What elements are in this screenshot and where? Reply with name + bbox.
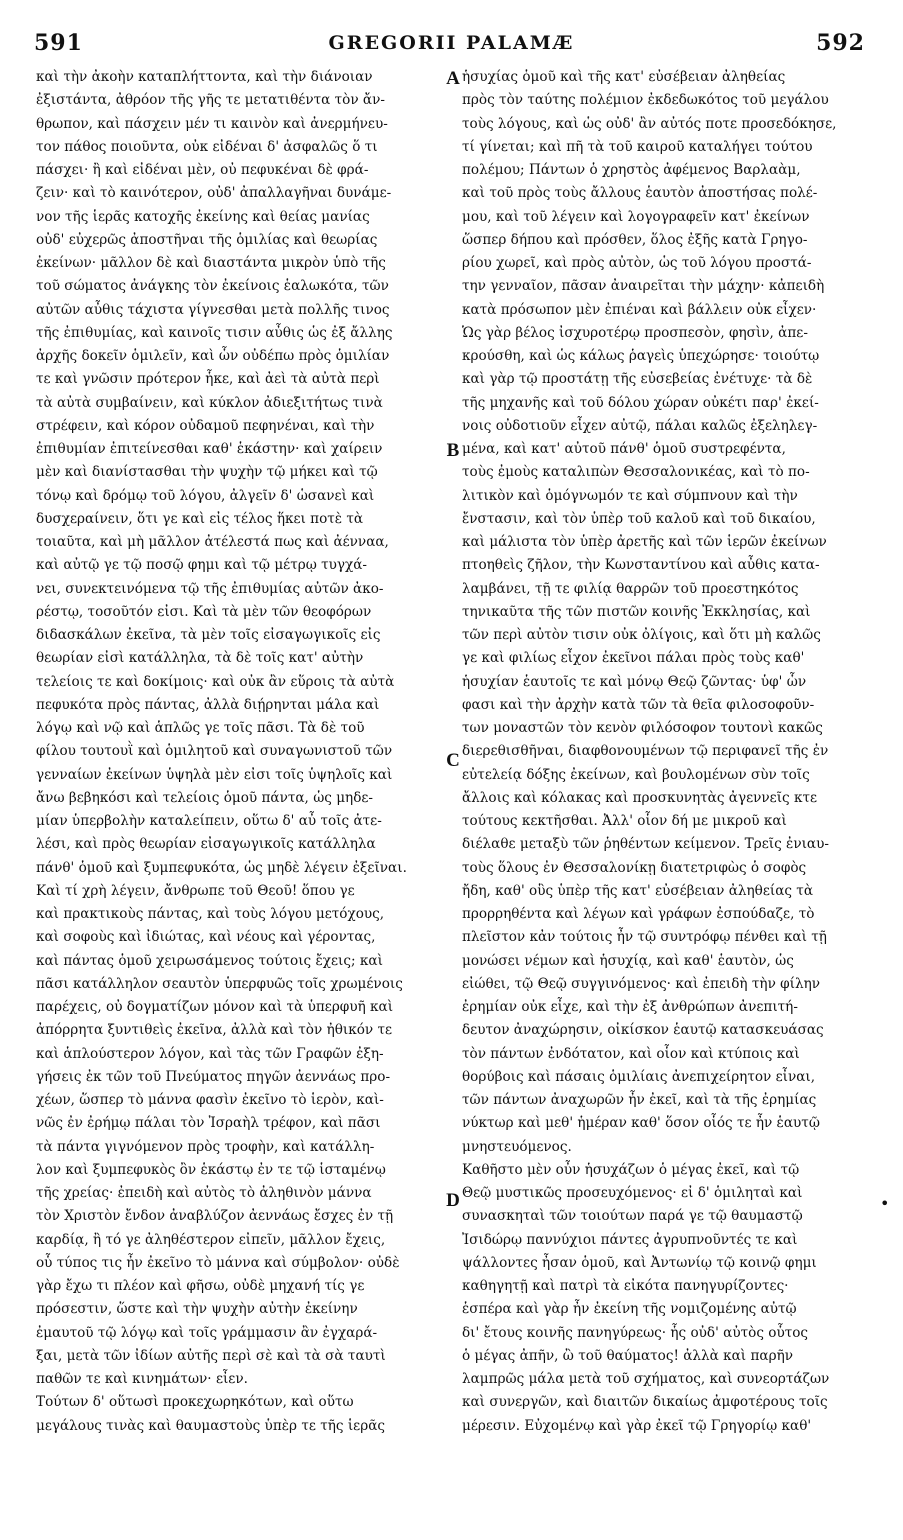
right-column-line: συνασκηταὶ τῶν τοιούτων παρά γε τῷ θαυμαστῷ	[462, 1208, 803, 1225]
left-column-line: γενναίων ἐκείνων ὑψηλὰ μὲν εἰσι τοῖς ὑψηλοῖς καὶ	[36, 766, 393, 783]
right-column-line: ὥσπερ δήπου καὶ πρόσθεν, ὅλος ἐξῆς κατὰ Γρηγο-	[462, 231, 808, 248]
left-column-line: καρδίᾳ, ἢ τό γε ἀληθέστερον εἰπεῖν, μᾶλλον ἔχεις,	[36, 1231, 386, 1248]
right-column-line: τοὺς ὅλους ἐν Θεσσαλονίκῃ διατετριφὼς ὁ σοφὸς	[462, 859, 807, 876]
left-column-line: τελείοις τε καὶ δοκίμοις· καὶ οὐκ ἂν εὕροις τὰ αὐτὰ	[36, 673, 395, 690]
page-number-right: 592	[816, 30, 865, 56]
left-column-line: μίαν ὑπερβολὴν καταλείπειν, οὕτω δ' αὖ τοῖς ἀτε-	[36, 813, 382, 829]
right-column-line: λιτικὸν καὶ ὁμόγνωμόν τε καὶ σύμπνουν καὶ τὴν	[462, 487, 798, 504]
left-column-line: ἐμαυτοῦ τῷ λόγῳ καὶ τοῖς γράμμασιν ἂν ἐγχαρά-	[36, 1324, 378, 1341]
left-column-line: τε καὶ γνῶσιν πρότερον ἧκε, καὶ ἀεὶ τὰ αὐτὰ περὶ	[36, 371, 380, 388]
right-column-line: τοὺς λόγους, καὶ ὡς οὐδ' ἂν αὐτός ποτε προσεδόκησε,	[462, 115, 837, 132]
right-column-line: των μοναστῶν τὸν κενὸν φιλόσοφον τουτονὶ κακῶς	[462, 720, 823, 736]
left-column-line: τῆς χρείας· ἐπειδὴ καὶ αὐτὸς τὸ ἀληθινὸν μάννα	[36, 1185, 372, 1201]
left-column-line: πεφυκότα πρὸς πάντας, ἀλλὰ διῄρηνται μάλα καὶ	[36, 696, 380, 713]
right-column-line: διερεθισθῆναι, διαφθονουμένων τῷ περιφανεῖ τῆς ἐν	[462, 743, 829, 760]
right-column-line: τῶν πάντων ἀναχωρῶν ἦν ἐκεῖ, καὶ τὰ τῆς ἐρημίας	[462, 1092, 817, 1108]
margin-mark: •	[880, 1194, 890, 1213]
right-column-line: τῶν περὶ αὐτὸν τισιν οὐκ ὀλίγοις, καὶ ὅτι μὴ καλῶς	[462, 627, 821, 643]
left-column-line: οὐδ' εὐχερῶς ἀποστῆναι τῆς ὁμιλίας καὶ θεωρίας	[36, 231, 378, 248]
section-marker-a: A	[446, 68, 460, 89]
left-column-line: τὰ πάντα γιγνόμενον πρὸς τροφὴν, καὶ κατάλλη-	[36, 1138, 375, 1155]
left-column-line: τὸν Χριστὸν ἔνδον ἀναβλύζον ἀεννάως ἔσχες ἐν τῇ	[36, 1208, 394, 1225]
left-column	[36, 66, 451, 1438]
left-column-line: λόγῳ καὶ νῷ καὶ ἁπλῶς γε τοῖς πᾶσι. Τὰ δὲ τοῦ	[36, 720, 365, 736]
section-marker-b: B	[446, 440, 460, 461]
right-column-line: τούτους κεκτῆσθαι. Ἀλλ' οἷον δή με μικροῦ καὶ	[462, 813, 787, 829]
left-column-line: λέσι, καὶ πρὸς θεωρίαν εἰσαγωγικοῖς κατάλληλα	[36, 836, 376, 853]
right-column-line: καὶ μάλιστα τὸν ὑπὲρ ἀρετῆς καὶ τῶν ἱερῶν ἐκείνων	[462, 534, 827, 550]
left-column-line: μεγάλους τινὰς καὶ θαυμαστοὺς ὑπὲρ τε τῆς ἱερᾶς	[36, 1417, 386, 1434]
right-column-line: Καθῆστο μὲν οὖν ἡσυχάζων ὁ μέγας ἐκεῖ, καὶ τῷ	[462, 1161, 800, 1178]
right-column-line: πλεῖστον κἀν τούτοις ἦν τῷ συντρόφῳ πένθει καὶ τῇ	[462, 929, 827, 946]
right-column-line: θορύβοις καὶ πάσαις ὁμιλίαις ἀνεπιχείρητον εἶναι,	[462, 1068, 816, 1085]
left-column-line: στρέφειν, καὶ κόρον οὐδαμοῦ πεφηνέναι, καὶ τὴν	[36, 417, 375, 434]
running-title: GREGORII PALAMÆ	[328, 32, 575, 54]
right-column-line: μέρεσιν. Εὐχομένῳ καὶ γὰρ ἐκεῖ τῷ Γρηγορίῳ καθ'	[462, 1417, 812, 1434]
left-column-line: γὰρ ἔχω τι πλέον καὶ φῆσω, οὐδὲ μηχανή τίς γε	[36, 1278, 365, 1294]
left-column-line: ἄνω βεβηκόσι καὶ τελείοις ὁμοῦ πάντα, ὡς μηδε-	[36, 789, 374, 806]
right-column-line: Ἰσιδώρῳ παννύχιοι πάντες ἀγρυπνοῦντές τε καὶ	[462, 1231, 798, 1248]
right-column-line: πολέμου; Πάντων ὁ χρηστὸς ἀφέμενος Βαρλαὰμ,	[462, 162, 801, 178]
left-column-line: καὶ πρακτικοὺς πάντας, καὶ τοὺς λόγου μετόχους,	[36, 906, 385, 922]
left-column-line: νῶς ἐν ἐρήμῳ πάλαι τὸν Ἰσραὴλ τρέφον, καὶ πᾶσι	[36, 1115, 381, 1132]
right-column-line: διέλαθε μεταξὺ τῶν ῥηθέντων κείμενον. Τρεῖς ἐνιαυ-	[462, 836, 829, 853]
section-marker-c: C	[446, 750, 460, 771]
right-column-line: την γενναῖον, πᾶσαν ἀναιρεῖται τὴν μάχην· κἀπειδὴ	[462, 278, 825, 295]
right-column-line: νοις οὐδοτιοῦν εἶχεν αὐτῷ, πάλαι καλῶς ἐξεληλεγ-	[462, 417, 818, 434]
right-column-line: κατὰ πρόσωπον μὲν ἐπιέναι καὶ βάλλειν οὐκ εἶχεν·	[462, 301, 817, 318]
left-column-line: νον τῆς ἱερᾶς κατοχῆς ἐκείνης καὶ θείας μανίας	[36, 208, 370, 225]
left-column-line: ἐπιθυμίαν ἐπιτείνεσθαι καθ' ἑκάστην· καὶ χαίρειν	[36, 441, 383, 457]
right-column-line: μονώσει νέμων καὶ ἡσυχίᾳ, καὶ καθ' ἑαυτὸν, ὡς	[462, 952, 794, 969]
left-column-line: λον καὶ ξυμπεφυκὸς ὂν ἑκάστῳ ἐν τε τῷ ἱσταμένῳ	[36, 1161, 386, 1178]
section-marker-d: D	[446, 1190, 460, 1211]
left-column-line: ἐξιστάντα, ἀθρόον τῆς γῆς τε μετατιθέντα τὸν ἄν-	[36, 92, 385, 109]
right-column-line: προρρηθέντα καὶ λέγων καὶ γράφων ἐσπούδαζε, τὸ	[462, 906, 815, 922]
left-column-line: παθῶν τε καὶ κινημάτων· εἶεν.	[36, 1371, 248, 1387]
left-column-line: πάνθ' ὁμοῦ καὶ ξυμπεφυκότα, ὡς μηδὲ λέγειν ἐξεῖναι.	[36, 859, 407, 876]
right-column-line: τηνικαῦτα τῆς τῶν πιστῶν κοινῆς Ἐκκλησίας, καὶ	[462, 603, 811, 620]
left-column-line: πᾶσι κατάλληλον σεαυτὸν ὑπερφυῶς τοῖς χρωμένοις	[36, 975, 403, 992]
left-column-line: ἀπόρρητα ξυντιθεὶς ἐκεῖνα, ἀλλὰ καὶ τὸν ἠθικόν τε	[36, 1022, 393, 1039]
right-column-line: Θεῷ μυστικῶς προσευχόμενος· εἰ δ' ὁμιληταὶ καὶ	[462, 1185, 803, 1201]
right-column-line: λαμβάνει, τῇ τε φιλίᾳ θαρρῶν τοῦ προεστηκότος	[462, 580, 799, 597]
right-column-line: δευτον ἀναχώρησιν, οἰκίσκον ἑαυτῷ κατασκευάσας	[462, 1022, 824, 1039]
right-column-line: μνηστευόμενος.	[462, 1138, 572, 1155]
left-column-line: ἀρχῆς δοκεῖν ὁμιλεῖν, καὶ ὧν οὐδέπω πρὸς ὁμιλίαν	[36, 348, 390, 364]
left-column-line: τῆς ἐπιθυμίας, καὶ καινοῖς τισιν αὖθις ὡς ἐξ ἄλλης	[36, 324, 393, 341]
left-column-line: Καὶ τί χρὴ λέγειν, ἄνθρωπε τοῦ Θεοῦ! ὅπου γε	[36, 882, 355, 899]
left-column-line: καὶ πάντας ὁμοῦ χειρωσάμενος τούτοις ἔχεις; καὶ	[36, 952, 383, 969]
right-column-line: καθηγητῇ καὶ πατρὶ τὰ εἰκότα πανηγυρίζοντες·	[462, 1278, 789, 1294]
left-column-line: ξαι, μετὰ τῶν ἰδίων αὐτῆς περὶ σὲ καὶ τὰ σὰ ταυτὶ	[36, 1347, 386, 1364]
left-column-line: τὰ αὐτὰ συμβαίνειν, καὶ κύκλον ἀδιεξιτήτως τινὰ	[36, 394, 383, 411]
left-column-line: αὐτῶν αὖθις τάχιστα γίγνεσθαι μετὰ πολλῆς τινος	[36, 301, 390, 318]
right-column-line: εἰώθει, τῷ Θεῷ συγγινόμενος· καὶ ἐπειδὴ τὴν φίλην	[462, 975, 821, 992]
right-column-line: ἐρημίαν οὐκ εἶχε, καὶ τὴν ἐξ ἀνθρώπων ἀνεπιτή-	[462, 999, 798, 1015]
left-column-line: τόνῳ καὶ δρόμῳ τοῦ λόγου, ἀλγεῖν δ' ὡσανεὶ καὶ	[36, 487, 375, 504]
left-column-line: ζειν· καὶ τὸ καινότερον, οὐδ' ἀπαλλαγῆναι δυνάμε-	[36, 185, 392, 202]
right-column-line: νύκτωρ καὶ μεθ' ἡμέραν καθ' ὅσον οἷός τε ἦν ἑαυτῷ	[462, 1115, 820, 1132]
left-column-line: νει, συνεκτεινόμενα τῷ τῆς ἐπιθυμίας αὐτῶν ἀκο-	[36, 580, 384, 597]
right-column-line: ὁ μέγας ἀπῆν, ὢ τοῦ θαύματος! ἀλλὰ καὶ παρῆν	[462, 1347, 793, 1364]
right-column-line: ρίου χωρεῖ, καὶ πρὸς αὐτὸν, ὡς τοῦ λόγου προστά-	[462, 255, 812, 271]
right-column-line: ψάλλοντες ἦσαν ὁμοῦ, καὶ Ἀντωνίῳ τῷ κοινῷ φημι	[462, 1254, 817, 1271]
page-header	[0, 30, 903, 64]
right-column-line: γε καὶ φιλίως εἶχον ἐκεῖνοι πάλαι πρὸς τοὺς καθ'	[462, 650, 805, 667]
right-column-line: εὐτελείᾳ δόξης ἐκείνων, καὶ βουλομένων σὺν τοῖς	[462, 766, 810, 783]
right-column-line: καὶ συνεργῶν, καὶ διαιτῶν δικαίως ἀμφοτέρους τοῖς	[462, 1394, 828, 1411]
right-column-line: πτοηθεὶς ζῆλον, τὴν Κωνσταντίνου καὶ αὖθις κατα-	[462, 557, 820, 574]
right-column-line: πρὸς τὸν ταύτης πολέμιον ἐκδεδωκότος τοῦ μεγάλου	[462, 92, 829, 109]
right-column-line: καὶ τοῦ πρὸς τοὺς ἄλλους ἑαυτὸν ἀποστήσας πολέ-	[462, 185, 818, 202]
right-column-line: ἡσυχίαν ἑαυτοῖς τε καὶ μόνῳ Θεῷ ζῶντας· ὑφ' ὧν	[462, 673, 807, 690]
right-column-line: φασι καὶ τὴν ἀρχὴν κατὰ τῶν τὰ θεῖα φιλοσοφοῦν-	[462, 696, 815, 713]
left-column-line: καὶ τὴν ἀκοὴν καταπλήττοντα, καὶ τὴν διάνοιαν	[36, 69, 373, 85]
left-column-line: γήσεις ἐκ τῶν τοῦ Πνεύματος πηγῶν ἀεννάως προ-	[36, 1068, 391, 1085]
left-column-line: τοιαῦτα, καὶ μὴ μᾶλλον ἀτέλεστά πως καὶ ἀένναα,	[36, 534, 389, 550]
left-column-line: ρέστῳ, τοσοῦτόν εἰσι. Καὶ τὰ μὲν τῶν θεοφόρων	[36, 603, 372, 620]
left-column-line: θεωρίαν εἰσὶ κατάλληλα, τὰ δὲ τοῖς κατ' αὐτὴν	[36, 650, 364, 667]
left-column-line: διδασκάλων ἐκεῖνα, τὰ μὲν τοῖς εἰσαγωγικοῖς εἰς	[36, 627, 381, 643]
right-column-line: λαμπρῶς μάλα μετὰ τοῦ σχήματος, καὶ συνεορτάζων	[462, 1371, 830, 1387]
right-column-line: ἑσπέρα καὶ γὰρ ἦν ἐκείνη τῆς νομιζομένης αὐτῷ	[462, 1301, 797, 1318]
right-column-line: ἡσυχίας ὁμοῦ καὶ τῆς κατ' εὐσέβειαν ἀληθείας	[462, 69, 786, 85]
right-column-line: τὸν πάντων ἐνδότατον, καὶ οἷον καὶ κτύποις καὶ	[462, 1045, 800, 1062]
left-column-line: οὗ τύπος τις ἦν ἐκεῖνο τὸ μάννα καὶ σύμβολον· οὐδὲ	[36, 1254, 400, 1271]
left-column-line: πάσχει· ἢ καὶ εἰδέναι μὲν, οὐ πεφυκέναι δὲ φρά-	[36, 162, 369, 178]
left-column-line: παρέχεις, οὐ δογματίζων μόνον καὶ τὰ ὑπερφυῆ καὶ	[36, 999, 394, 1015]
right-column-line: τῆς μηχανῆς καὶ τοῦ δόλου χώραν οὐκέτι παρ' ἐκεί-	[462, 394, 819, 411]
left-column-line: μὲν καὶ διανίστασθαι τὴν ψυχὴν τῷ μήκει καὶ τῷ	[36, 464, 378, 481]
left-column-line: καὶ ἁπλούστερον λόγον, καὶ τὰς τῶν Γραφῶν ἐξη-	[36, 1045, 384, 1062]
right-column	[462, 66, 877, 1438]
left-column-line: καὶ αὐτῷ γε τῷ ποσῷ φημι καὶ τῷ μέτρῳ τυγχά-	[36, 557, 368, 574]
page-number-left: 591	[34, 30, 83, 56]
right-column-line: δι' ἔτους κοινῆς πανηγύρεως· ἧς οὐδ' αὐτὸς οὗτος	[462, 1324, 809, 1341]
right-column-line: ἔνστασιν, καὶ τὸν ὑπὲρ τοῦ καλοῦ καὶ τοῦ δικαίου,	[462, 510, 816, 527]
left-column-line: τον πάθος ποιοῦντα, οὐκ εἰδέναι δ' ἀσφαλῶς ὅ τι	[36, 138, 378, 155]
right-column-line: τοὺς ἐμοὺς καταλιπὼν Θεσσαλονικέας, καὶ τὸ πο-	[462, 464, 810, 481]
left-column-line: θρωπον, καὶ πάσχειν μέν τι καινὸν καὶ ἀνερμήνευ-	[36, 115, 388, 132]
right-column-line: ἤδη, καθ' οὓς ὑπὲρ τῆς κατ' εὐσέβειαν ἀληθείας τὰ	[462, 882, 814, 899]
left-column-line: χέων, ὥσπερ τὸ μάννα φασὶν ἐκεῖνο τὸ ἱερὸν, καὶ-	[36, 1092, 384, 1108]
left-column-line: φίλου τουτουῒ καὶ ὁμιλητοῦ καὶ συναγωνιστοῦ τῶν	[36, 743, 393, 760]
left-column-line: δυσχεραίνειν, ὅτι γε καὶ εἰς τέλος ἥκει ποτὲ τὰ	[36, 510, 364, 527]
right-column-line: καὶ γὰρ τῷ προστάτῃ τῆς εὐσεβείας ἐνέτυχε· τὰ δὲ	[462, 371, 813, 388]
left-column-line: καὶ σοφοὺς καὶ ἰδιώτας, καὶ νέους καὶ γέροντας,	[36, 929, 376, 946]
right-column-line: μου, καὶ τοῦ λέγειν καὶ λογογραφεῖν κατ' ἐκείνων	[462, 208, 810, 225]
right-column-line: τί γίνεται; καὶ πῆ τὰ τοῦ καιροῦ καταλήγει τούτου	[462, 138, 813, 155]
left-column-line: τοῦ σώματος ἀνάγκης τὸν ἐκείνοις ἑαλωκότα, τῶν	[36, 278, 389, 295]
left-column-line: Τούτων δ' οὕτωσὶ προκεχωρηκότων, καὶ οὕτω	[36, 1394, 354, 1411]
right-column-line: Ὡς γὰρ βέλος ἰσχυροτέρῳ προσπεσὸν, φησὶν, ἀπε-	[462, 324, 808, 341]
left-column-line: ἐκείνων· μᾶλλον δὲ καὶ διαστάντα μικρὸν ὑπὸ τῆς	[36, 255, 386, 271]
right-column-line: κρούσθη, καὶ ὡς κάλως ῥαγεὶς ὑπεχώρησε· τοιούτῳ	[462, 348, 820, 364]
right-column-line: μένα, καὶ κατ' αὐτοῦ πάνθ' ὁμοῦ συστρεφέντα,	[462, 441, 786, 457]
right-column-line: ἄλλοις καὶ κόλακας καὶ προσκυνητὰς ἀγεννεῖς κτε	[462, 789, 818, 806]
left-column-line: πρόσεστιν, ὥστε καὶ τὴν ψυχὴν αὐτὴν ἐκείνην	[36, 1301, 358, 1318]
